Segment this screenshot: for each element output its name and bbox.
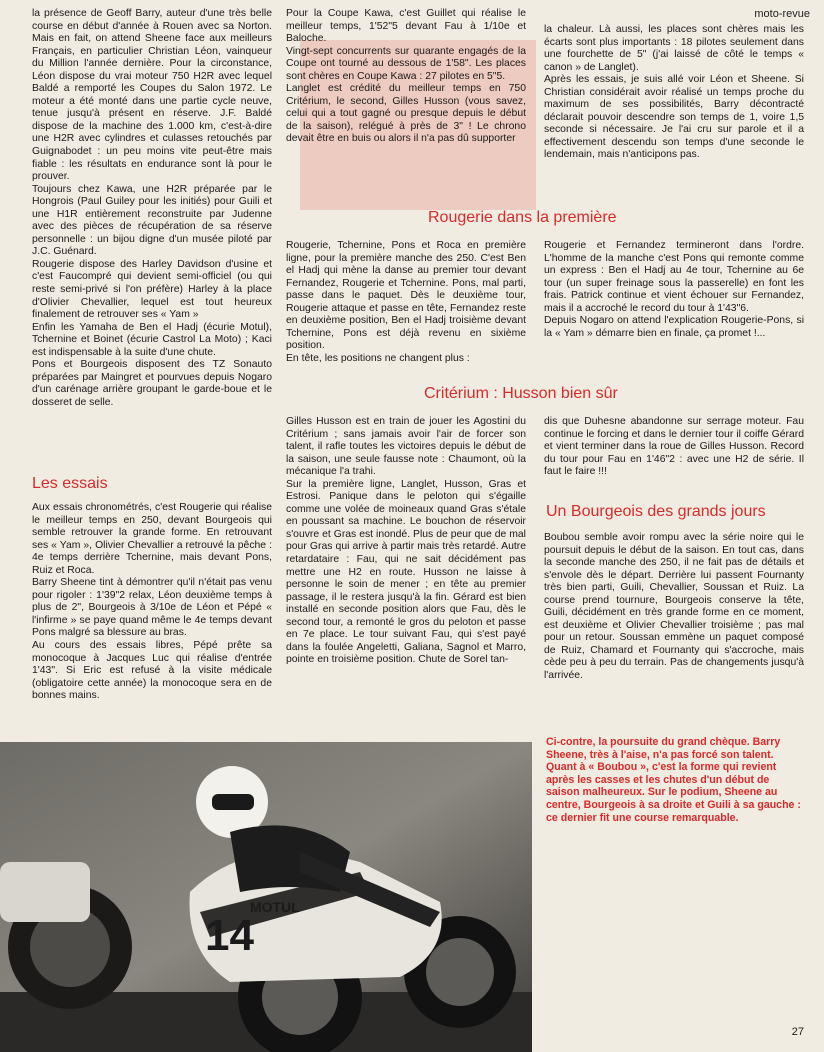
column-1b-text <box>32 502 272 732</box>
racing-photo-illustration <box>0 742 532 1052</box>
paragraph: Gilles Husson est en train de jouer les Agostini du Critérium ; sans jamais avoir l'air de forcer son talent, il rafle toutes les victoires depuis le début de la saison, une seule fausse note : Chaumont, où la mécanique l'a trahi. <box>286 416 526 478</box>
paragraph: Depuis Nogaro on attend l'explication Rougerie-Pons, si la « Yam » démarre bien en finale, ça promet !... <box>544 315 804 339</box>
paragraph: Rougerie dispose des Harley Davidson d'usine et c'est Faucompré qui devient semi-officiel (ou qui reste semi-privé si l'on préfère) Harley à la place d'Olivier Chevallier, lequel est tout heureux finalement de retrouver ses « Yam » <box>32 258 272 321</box>
paragraph: Toujours chez Kawa, une H2R préparée par le Hongrois (Paul Guiley pour les initiés) pour Guili et une H1R entièrement reconstruite par Judenne avec des pièces de récupération de sa réserve personnelle : un bijou digne d'un musée piloté par J.C. Guénard. <box>32 183 272 258</box>
paragraph: Barry Sheene tint à démontrer qu'il n'était pas venu pour rigoler : 1'39"2 relax, Léon deuxième temps à plus de 2", Bourgeois à 3/10e de Léon et Pépé « l'infirme » se paye quand même le 4e temps devant Pons malgré sa blessure au bras. <box>32 577 272 639</box>
magazine-name: moto-revue <box>754 8 810 20</box>
paragraph: Rougerie et Fernandez termineront dans l'ordre. L'homme de la manche c'est Pons qui remonte comme un express : Ben el Hadj au 4e tour, Tchernine au 6e tour (un super freinage sous la passerelle) en font les frais. Patrick continue et vient échouer sur Fernandez, mais il a accroché le record du tour à 1'43"6. <box>544 240 804 314</box>
paragraph: la présence de Geoff Barry, auteur d'une très belle course en début d'année à Rouen avec sa Norton. Mais en fait, on attend Sheene face aux meilleurs Français, en particulier Christian Léon, vainqueur du Million l'année dernière. Pour la circonstance, Léon dispose du vrai moteur 750 H2R avec lequel Baldé a remporté les Coupes du Salon 1972. Le moteur a été monté dans une partie cycle neuve, tenue jusqu'à présent en réserve. J.F. Baldé dispose de la machine des 1.000 km, c'est-à-dire une H2R avec cylindres et culasses retouchés par Guignabodet : un peu moins vite peut-être mais fiable : les résultats en endurance sont là pour le prouver. <box>32 8 272 183</box>
column-1-text <box>32 8 272 470</box>
paragraph: Sur la première ligne, Langlet, Husson, Gras et Estrosi. Panique dans le peloton qui s'égaille comme une volée de moineaux quand Gras s'étale en poussant sa machine. Le bouchon de réservoir s'ouvre et Gras est inondé. Plus de peur que de mal pour Gras qui arrive à partir mais très retardé. Autre retardataire : Fau, qui ne sait décidément pas mettre une H2 en route. Husson ne laisse à personne le soin de mener ; en tête au premier passage, il le restera jusqu'à la fin. Gérard est bien installé en seconde position alors que Fau, dès le second tour, a remonté le gros du peloton et passe en 7e place. Le tour suivant Fau, qui s'est payé dans la foulée Angeletti, Galiana, Sagnol et Marro, pointe en troisième position. Chute de Sorel tan- <box>286 478 526 666</box>
heading-criterium: Critérium : Husson bien sûr <box>424 385 618 402</box>
page-number: 27 <box>791 1026 804 1038</box>
heading-rougerie: Rougerie dans la première <box>428 209 617 226</box>
paragraph: Pons et Bourgeois disposent des TZ Sonauto préparées par Maingret et pourvues depuis Nogaro d'un carénage arrière groupant le garde-boue et le dosseret de selle. <box>32 359 272 408</box>
bike-number: 14 <box>205 911 254 960</box>
paragraph: Boubou semble avoir rompu avec la série noire qui le poursuit depuis le début de la saison. En tout cas, dans la seconde manche des 250, il ne fait pas de détails et s'envole dès le départ. Derrière lui passent Fournanty très bien parti, Guili, Chevallier, Soussan et Ruiz. La course prend tournure, Bourgeois conserve la tête, Guili, décidément en très grande forme en ce moment, est deuxième et Olivier Chevallier troisième ; pas mal pour un retour. Soussan emmène un paquet composé de Ruiz, Chamard et Fournanty qui s'accroche, mais cède peu à peu du terrain. Pas de changements jusqu'à l'arrivée. <box>544 532 804 682</box>
paragraph: Pour la Coupe Kawa, c'est Guillet qui réalise le meilleur temps, 1'52"5 devant Fau à 1/10e et Baloche. <box>286 8 526 45</box>
paragraph: Langlet est crédité du meilleur temps en 750 Critérium, le second, Gilles Husson (vous savez, celui qui a tout gagné ou presque depuis le début de la saison), relégué à près de 3" ! Le chrono devait être en buis ou alors il n'a pas dû supporter <box>286 83 526 145</box>
column-3b-text <box>544 240 804 372</box>
photo-caption <box>546 736 802 824</box>
column-2c-text <box>286 416 526 732</box>
paragraph: Enfin les Yamaha de Ben el Hadj (écurie Motul), Tchernine et Boinet (écurie Castrol La Moto) ; Kaci est indispensable à la suite d'une chute. <box>32 321 272 358</box>
heading-bourgeois: Un Bourgeois des grands jours <box>546 503 766 520</box>
fairing-sponsor: MOTUL <box>250 899 300 915</box>
heading-les-essais: Les essais <box>32 475 108 492</box>
paragraph: la chaleur. Là aussi, les places sont chères mais les écarts sont plus importants : 18 pilotes seulement dans une fourchette de 5" (j'ai laissé de côté le temps « canon » de Langlet). <box>544 24 804 73</box>
paragraph: Vingt-sept concurrents sur quarante engagés de la Coupe ont tourné au dessous de 1'58". Les places sont chères en Coupe Kawa : 27 pilotes en 5"5. <box>286 45 526 82</box>
paragraph: Au cours des essais libres, Pépé prête sa monocoque à Jacques Luc qui réalise d'entrée 1'43". Si Eric est refusé à la visite médicale (obligatoire cette année) la monocoque sera en de bonnes mains. <box>32 640 272 702</box>
caption-text: Ci-contre, la poursuite du grand chèque. Barry Sheene, très à l'aise, n'a pas forcé son talent. Quant à « Boubou », c'est la forme qui revient après les casses et les chutes d'un début de saison malheureux. Sur le podium, Sheene au centre, Bourgeois à sa droite et Guili à sa gauche : ce dernier fit une course remarquable. <box>546 736 801 824</box>
column-3a-text <box>544 24 804 206</box>
column-2a-text <box>286 8 526 204</box>
column-3d-text <box>544 532 804 728</box>
column-3c-text <box>544 416 804 492</box>
paragraph: En tête, les positions ne changent plus : <box>286 352 470 364</box>
racing-photo <box>0 742 532 1052</box>
column-2b-text <box>286 240 526 372</box>
paragraph: Aux essais chronométrés, c'est Rougerie qui réalise le meilleur temps en 250, devant Bourgeois qui semble retrouver la grande forme. En retrouvant ses « Yam », Olivier Chevallier a retrouvé la pêche : 4e temps derrière Tchernine, mais devant Pons, Ruiz et Roca. <box>32 502 272 576</box>
paragraph: Rougerie, Tchernine, Pons et Roca en première ligne, pour la première manche des 250. C'est Ben el Hadj qui mène la danse au premier tour devant Fernandez, Rougerie et Tchernine. Pons, mal parti, passe dans le paquet. Dès le deuxième tour, Rougerie attaque et passe en tête, Fernandez reste en deuxième position, Ben el Hadj troisième devant Tchernine, Pons est déjà revenu en sixième position. <box>286 240 526 352</box>
paragraph: Après les essais, je suis allé voir Léon et Sheene. Si Christian considérait avoir réalisé un temps proche du maximum de ses possibilités, Barry décontracté déclarait pouvoir descendre son temps de 1, voire 1,5 seconde si nécessaire. Je l'ai cru sur parole et il a effectivement descendu son temps d'une seconde le lendemain, mais n'anticipons pas. <box>544 74 804 161</box>
paragraph: dis que Duhesne abandonne sur serrage moteur. Fau continue le forcing et dans le dernier tour il coiffe Gérard et vient terminer dans la roue de Gilles Husson. Record du tour pour Fau en 1'46"2 : avec une H2 de série. Il faut le faire !!! <box>544 416 804 478</box>
